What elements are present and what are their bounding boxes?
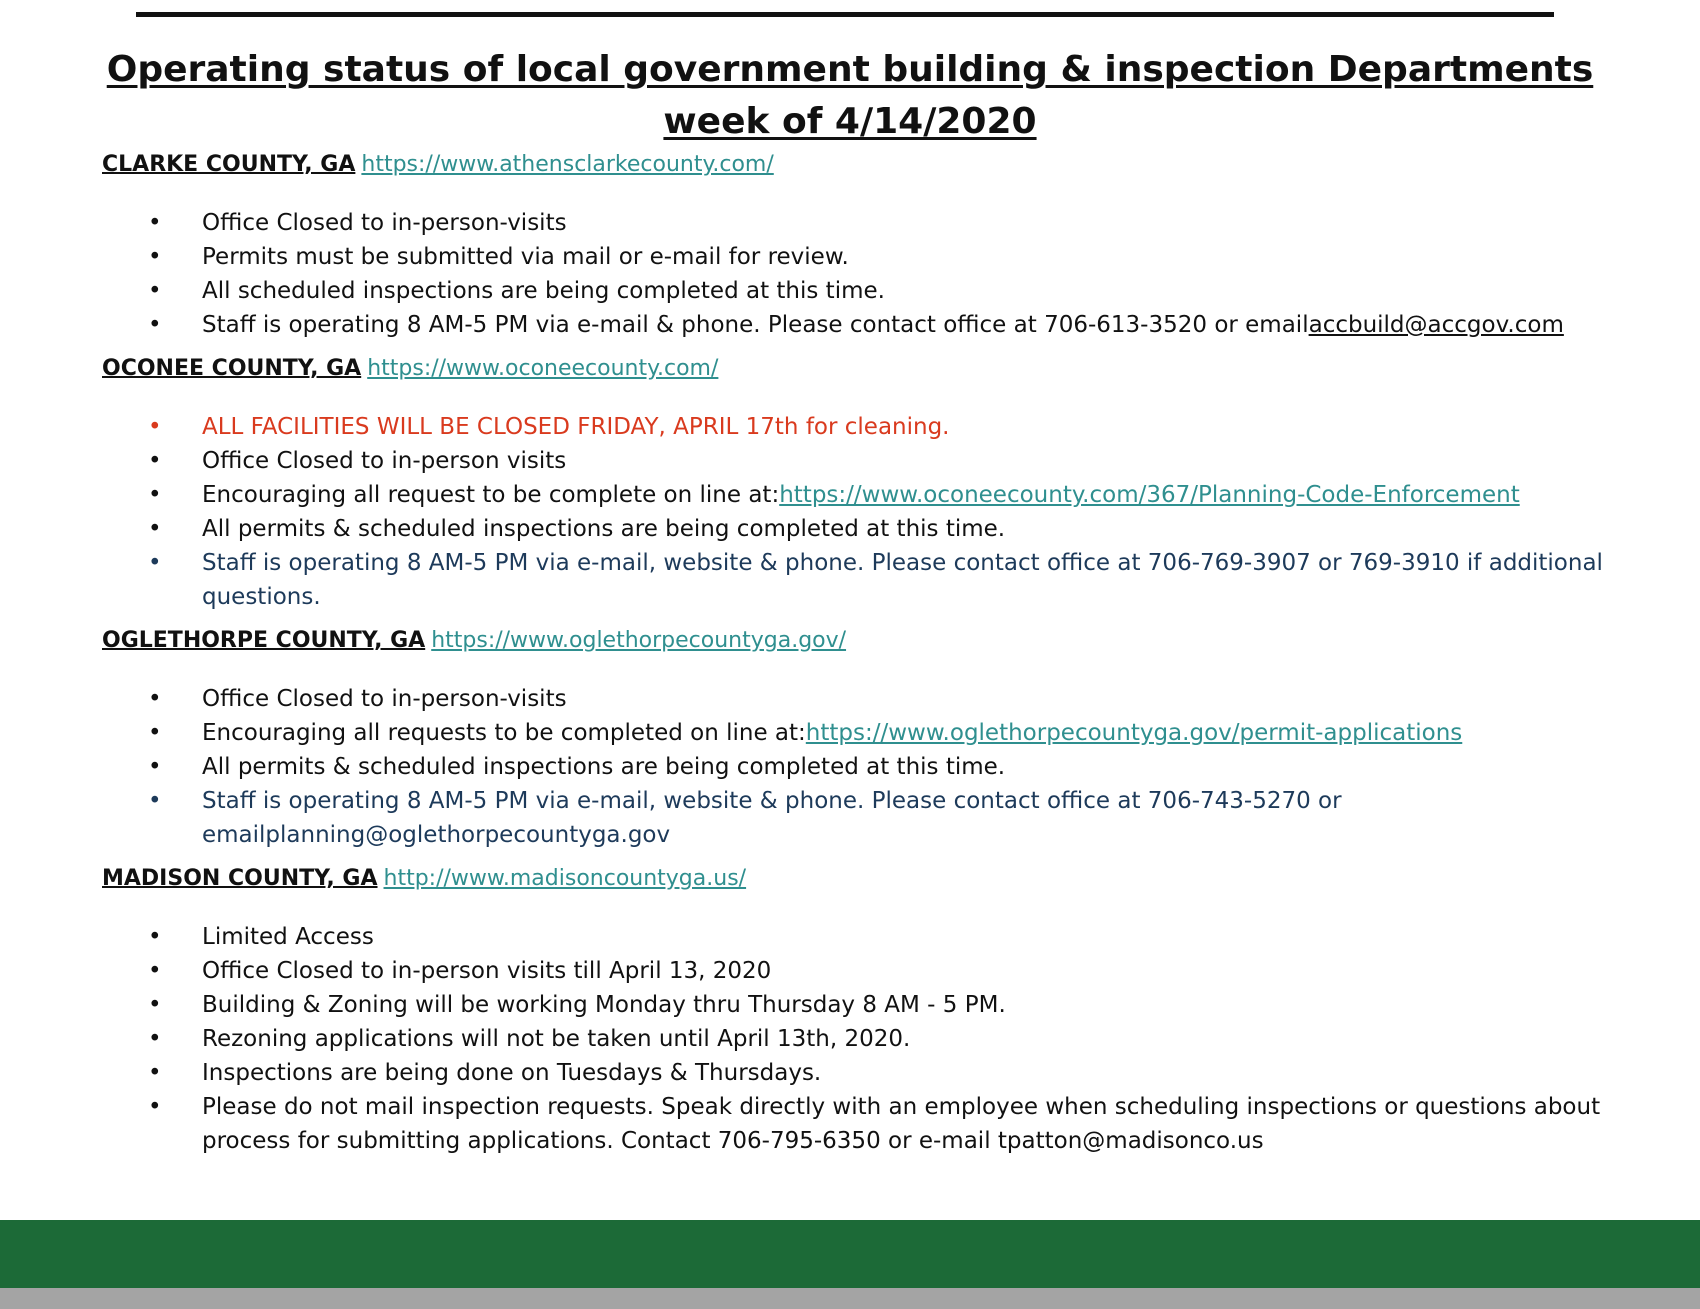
bullet-icon: • [148,448,162,474]
status-item-text: Permits must be submitted via mail or e-mail for review. [202,244,849,270]
status-list [102,410,1632,614]
bullet-icon: • [148,482,162,508]
county-name: CLARKE COUNTY, GA [102,152,356,177]
status-item [102,1090,1632,1158]
county-website-link[interactable]: https://www.oglethorpecountyga.gov/ [431,628,847,653]
status-item [102,546,1632,614]
online-request-link[interactable]: https://www.oglethorpecountyga.gov/permit-applications [805,720,1463,746]
status-item [102,682,1632,716]
status-item-text: All permits & scheduled inspections are being completed at this time. [202,754,1006,780]
county-website-link[interactable]: http://www.madisoncountyga.us/ [383,866,747,891]
top-rule [136,12,1554,17]
bullet-icon: • [148,992,162,1018]
status-item [102,444,1632,478]
county-name: OGLETHORPE COUNTY, GA [102,628,426,653]
status-item [102,954,1632,988]
bullet-icon: • [148,278,162,304]
bullet-icon: • [148,244,162,270]
status-item-text: Please do not mail inspection requests. Speak directly with an employee when scheduling inspections or questions about process for submitting applications. Contact 706-795-6350 or e-mail tpatton@madisonco.us [202,1094,1601,1154]
status-item [102,240,1632,274]
status-item [102,274,1632,308]
status-item [102,410,1632,444]
status-item-text: Staff is operating 8 AM-5 PM via e-mail & phone. Please contact office at 706-613-3520 or email [202,312,1309,338]
bullet-icon: • [148,720,162,746]
bullet-icon: • [148,924,162,950]
status-item-text: Limited Access [202,924,374,950]
status-item-text: Inspections are being done on Tuesdays & Thursdays. [202,1060,822,1086]
status-item [102,716,1632,750]
title-line-1: Operating status of local government building & inspection Departments [106,49,1594,90]
status-list [102,682,1632,852]
page-title [80,44,1620,148]
bullet-icon: • [148,1094,162,1120]
status-item [102,784,1632,852]
county-name: OCONEE COUNTY, GA [102,356,362,381]
status-item-text: Encouraging all request to be complete on line at: [202,482,780,508]
footer-gray-bar [0,1288,1700,1309]
county-website-link[interactable]: https://www.athensclarkecounty.com/ [361,152,774,177]
status-item-text: Building & Zoning will be working Monday thru Thursday 8 AM - 5 PM. [202,992,1006,1018]
online-request-link[interactable]: https://www.oconeecounty.com/367/Planning-Code-Enforcement [779,482,1520,508]
status-item-text: Office Closed to in-person visits till April 13, 2020 [202,958,772,984]
status-item [102,478,1632,512]
status-item-text: Rezoning applications will not be taken until April 13th, 2020. [202,1026,911,1052]
bullet-icon: • [148,686,162,712]
county-section [102,624,1632,852]
bullet-icon: • [148,958,162,984]
bullet-icon: • [148,414,162,440]
status-item-text: Office Closed to in-person visits [202,448,567,474]
county-heading [102,148,1632,182]
county-name: MADISON COUNTY, GA [102,866,378,891]
status-item-text: Staff is operating 8 AM-5 PM via e-mail, website & phone. Please contact office at 706-743-5270 or emailplanning@oglethorpecountyga.gov [202,788,1342,848]
status-item-text: Office Closed to in-person-visits [202,686,567,712]
county-sections [102,148,1632,1168]
bullet-icon: • [148,1060,162,1086]
bullet-icon: • [148,1026,162,1052]
status-item [102,1056,1632,1090]
status-item-text: ALL FACILITIES WILL BE CLOSED FRIDAY, APRIL 17th for cleaning. [202,414,950,440]
title-line-2: week of 4/14/2020 [663,101,1037,142]
status-item [102,206,1632,240]
status-item-text: Encouraging all requests to be completed on line at: [202,720,806,746]
status-item-text: Staff is operating 8 AM-5 PM via e-mail, website & phone. Please contact office at 706-769-3907 or 769-3910 if additional questions. [202,550,1603,610]
county-heading [102,862,1632,896]
status-item [102,308,1632,342]
email-link[interactable]: accbuild@accgov.com [1308,312,1564,338]
status-item [102,512,1632,546]
county-section [102,352,1632,614]
bullet-icon: • [148,754,162,780]
bullet-icon: • [148,516,162,542]
bullet-icon: • [148,312,162,338]
county-website-link[interactable]: https://www.oconeecounty.com/ [367,356,719,381]
status-list [102,920,1632,1158]
county-section [102,148,1632,342]
bullet-icon: • [148,550,162,576]
status-item-text: All permits & scheduled inspections are being completed at this time. [202,516,1006,542]
status-item [102,988,1632,1022]
county-heading [102,624,1632,658]
status-item-text: Office Closed to in-person-visits [202,210,567,236]
county-section [102,862,1632,1158]
status-list [102,206,1632,342]
status-item-text: All scheduled inspections are being completed at this time. [202,278,885,304]
footer-green-bar [0,1220,1700,1288]
status-item [102,920,1632,954]
county-heading [102,352,1632,386]
status-item [102,1022,1632,1056]
status-item [102,750,1632,784]
bullet-icon: • [148,788,162,814]
bullet-icon: • [148,210,162,236]
